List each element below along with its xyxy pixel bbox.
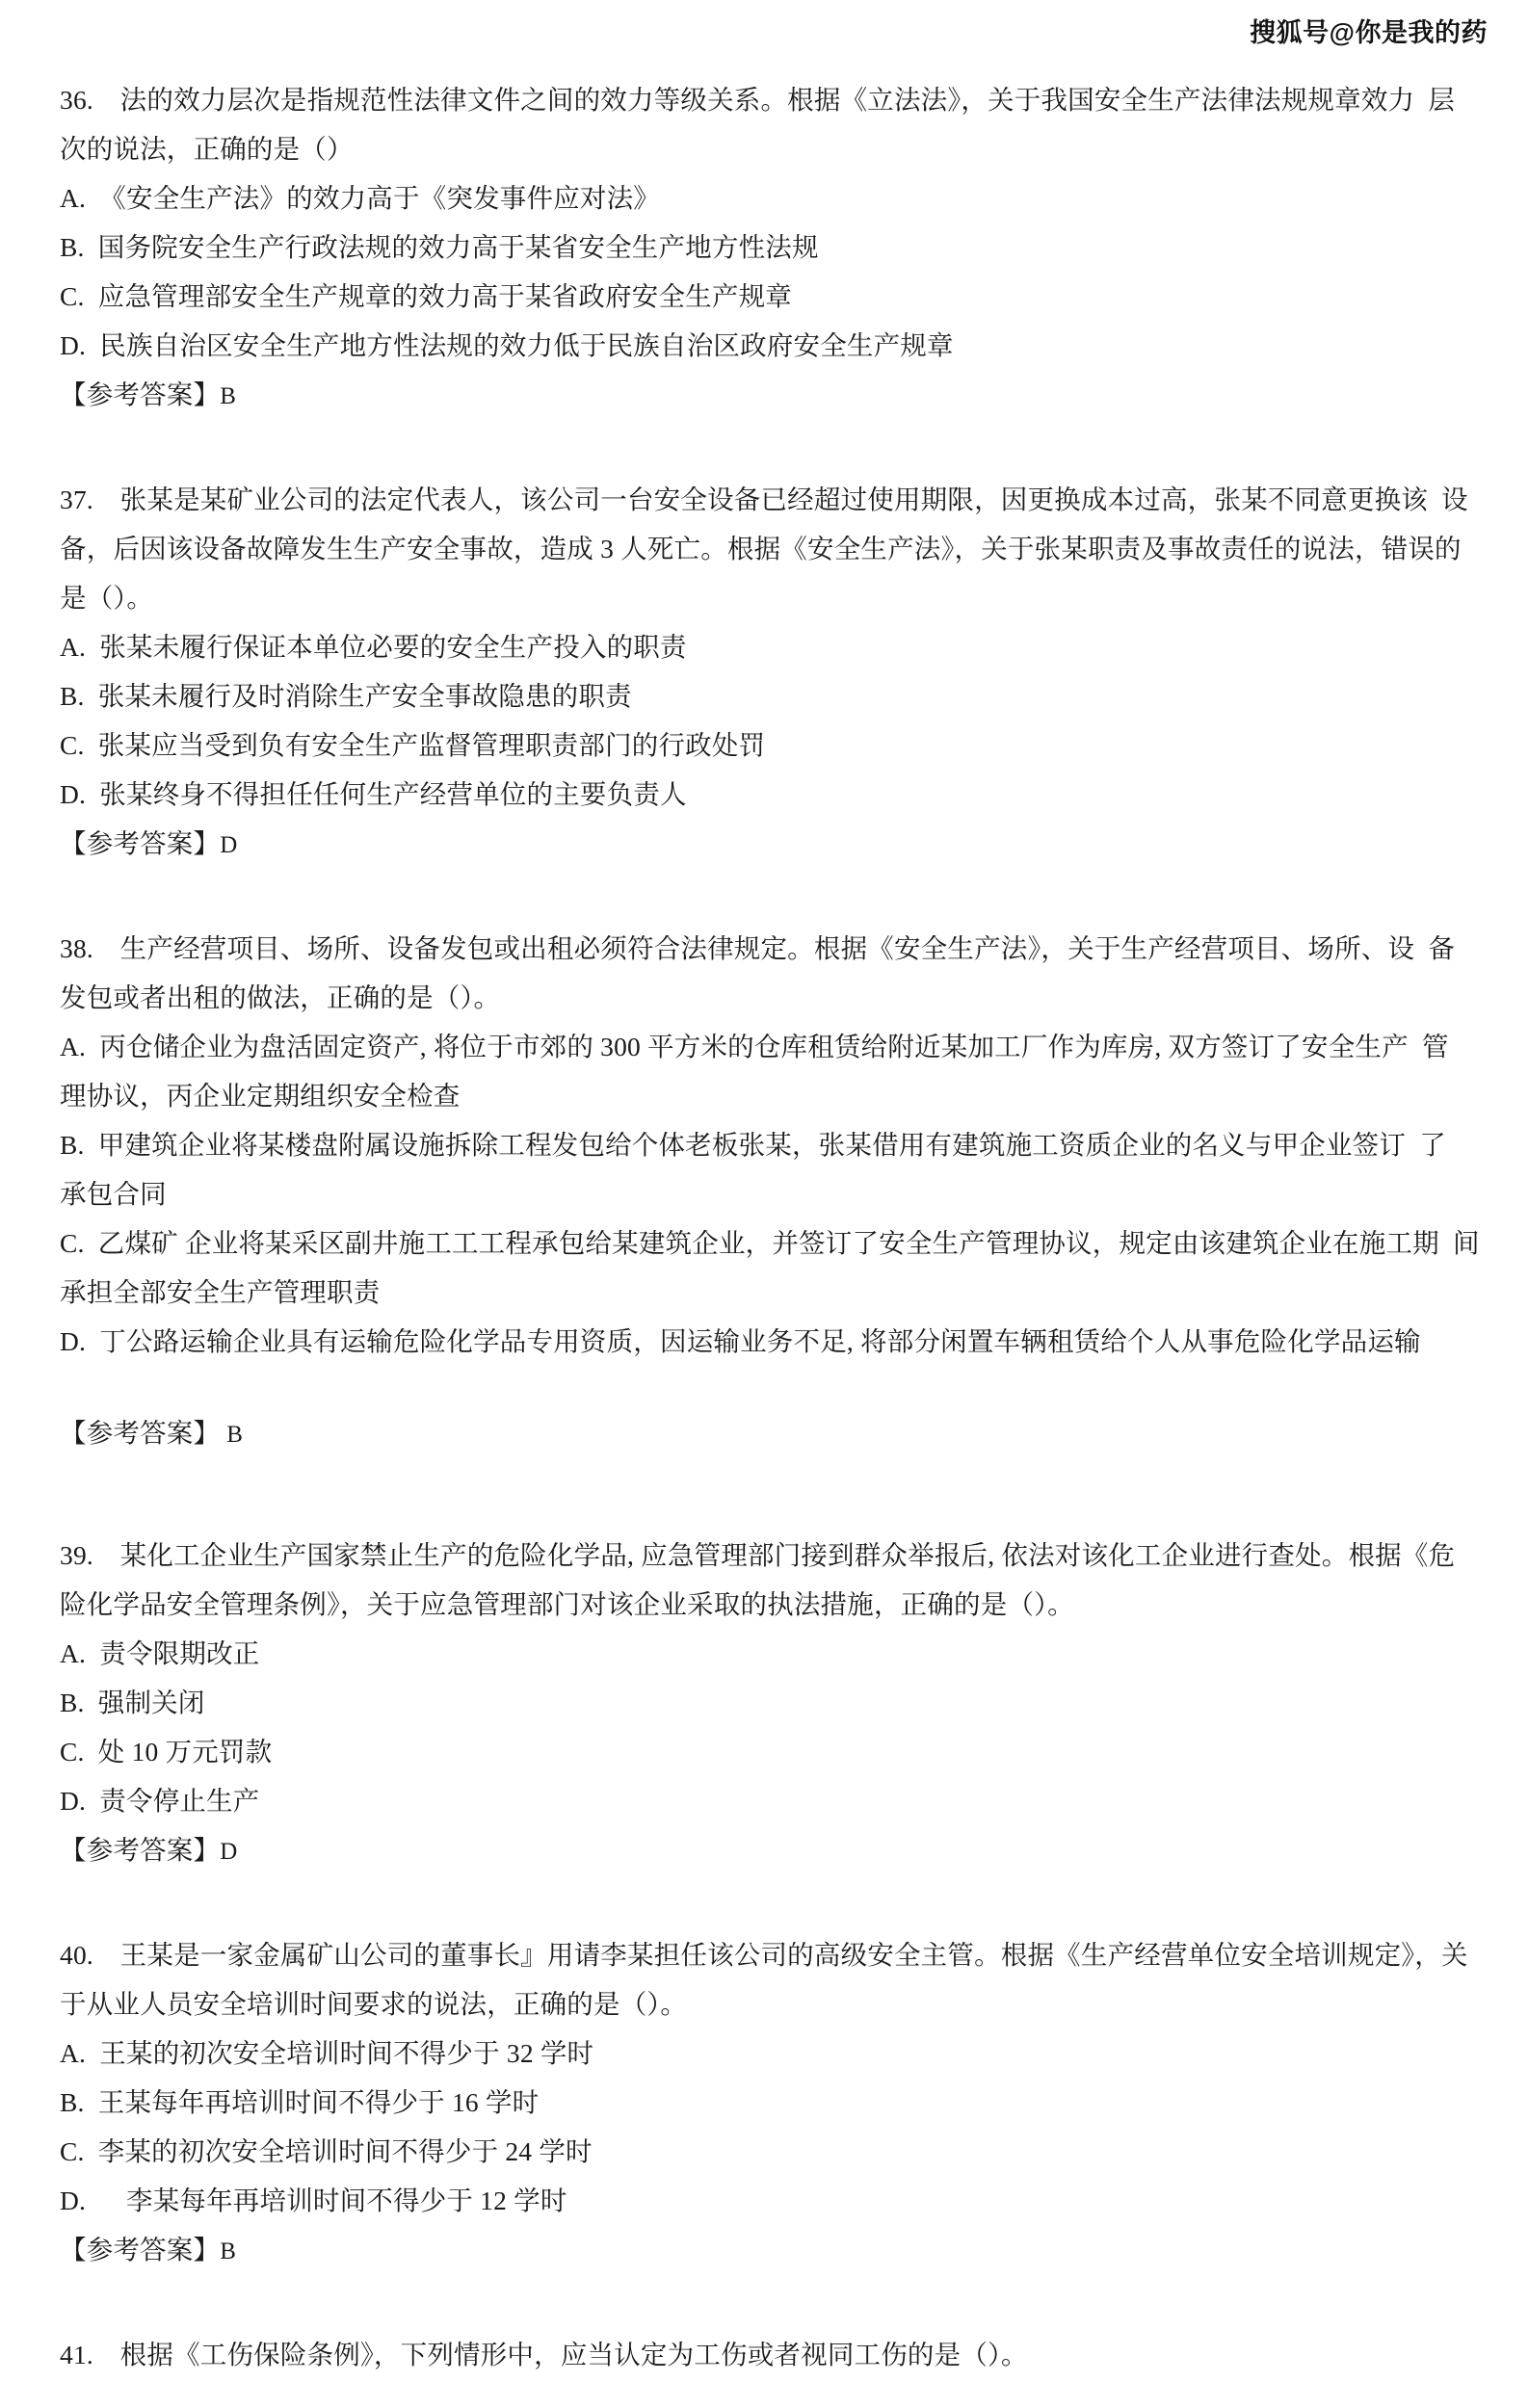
option-a[interactable] (60, 622, 1484, 671)
option-text: 民族自治区安全生产地方性法规的效力低于民族自治区政府安全生产规章 (99, 330, 954, 360)
option-letter: B. (60, 1130, 85, 1160)
option-text: 张某终身不得担任任何生产经营单位的主要负责人 (99, 779, 687, 809)
sohu-watermark: 搜狐号@你是我的药 (1250, 18, 1488, 47)
option-text: 张某应当受到负有安全生产监督管理职责部门的行政处罚 (97, 730, 766, 760)
option-c[interactable] (60, 1727, 1484, 1776)
answer-value: D (220, 832, 238, 858)
question-stem-line: 36. 法的效力层次是指规范性法律文件之间的效力等级关系。根据《立法法》，关于我国安全生产法律法规规章效力 层 (60, 85, 1456, 115)
option-text: 应急管理部安全生产规章的效力高于某省政府安全生产规章 (97, 281, 792, 311)
option-letter: A. (60, 2038, 87, 2068)
spacer (60, 1905, 1484, 1930)
option-text: 张某未履行及时消除生产安全事故隐患的职责 (97, 681, 632, 711)
answer-value: B (220, 383, 237, 409)
option-c-continued: 承担全部安全生产管理职责 (60, 1277, 381, 1307)
option-letter: A. (60, 1638, 87, 1668)
answer-value: B (226, 1422, 244, 1448)
spacer (60, 1488, 1484, 1531)
option-text: 强制关闭 (97, 1688, 205, 1717)
option-letter: A. (60, 183, 87, 213)
question-stem-line: 40. 王某是一家金属矿山公司的董事长』用请李某担任该公司的高级安全主管。根据《生产经营单位安全培训规定》，关 (60, 1940, 1468, 1970)
option-a[interactable] (60, 1629, 1484, 1678)
option-letter: A. (60, 632, 87, 662)
option-letter: D. (60, 779, 87, 809)
question-stem-line: 41. 根据《工伤保险条例》，下列情形中，应当认定为工伤或者视同工伤的是（）。 (60, 2340, 1028, 2369)
question-39 (60, 1531, 1484, 1876)
option-c[interactable] (60, 272, 1484, 321)
question-stem-line: 39. 某化工企业生产国家禁止生产的危险化学品, 应急管理部门接到群众举报后, 依法对该化工企业进行查处。根据《危 (60, 1540, 1456, 1570)
question-list (60, 75, 1484, 2408)
reference-answer (60, 819, 1484, 870)
option-text: 丙仓储企业为盘活固定资产, 将位于市郊的 300 平方米的仓库租赁给附近某加工厂作为库房, 双方签订了安全生产 管 (99, 1032, 1449, 1061)
option-letter: D. (60, 1786, 87, 1816)
option-b[interactable] (60, 671, 1484, 720)
answer-label: 【参考答案】 (60, 1835, 221, 1865)
reference-answer (60, 2225, 1484, 2276)
option-d[interactable] (60, 1317, 1484, 1366)
option-text: 丁公路运输企业具有运输危险化学品专用资质，因运输业务不足, 将部分闲置车辆租赁给个人从事危险化学品运输 (99, 1326, 1421, 1356)
reference-answer (60, 1408, 1484, 1459)
question-stem-line: 是（）。 (60, 583, 154, 613)
option-c[interactable] (60, 1218, 1484, 1268)
option-text: 李某的初次安全培训时间不得少于 24 学时 (97, 2136, 593, 2166)
option-letter: D. (60, 1326, 87, 1356)
answer-value: B (220, 2238, 237, 2264)
option-letter: B. (60, 681, 85, 711)
reference-answer (60, 1825, 1484, 1876)
question-stem-line: 发包或者出租的做法，正确的是（）。 (60, 982, 501, 1012)
reference-answer (60, 370, 1484, 421)
option-letter: C. (60, 730, 85, 760)
option-a[interactable] (60, 173, 1484, 222)
question-stem-line: 37. 张某是某矿业公司的法定代表人，该公司一台安全设备已经超过使用期限，因更换成本过高，张某不同意更换该 设 (60, 484, 1468, 514)
option-text: 处 10 万元罚款 (97, 1737, 273, 1767)
option-text: 张某未履行保证本单位必要的安全生产投入的职责 (99, 632, 687, 662)
option-a-continued: 理协议，丙企业定期组织安全检查 (60, 1081, 461, 1111)
option-text: 甲建筑企业将某楼盘附属设施拆除工程发包给个体老板张某，张某借用有建筑施工资质企业的名义与甲企业签订 了 (97, 1130, 1446, 1160)
option-letter: B. (60, 232, 85, 262)
option-text: 国务院安全生产行政法规的效力高于某省安全生产地方性法规 (97, 232, 819, 262)
answer-label: 【参考答案】 (60, 1418, 221, 1448)
option-letter: A. (60, 1032, 87, 1061)
answer-value: D (220, 1839, 238, 1865)
option-letter: D. (60, 2186, 87, 2215)
option-a[interactable] (60, 1022, 1484, 1071)
option-letter: B. (60, 2087, 85, 2117)
option-text: 王某的初次安全培训时间不得少于 32 学时 (99, 2038, 594, 2068)
question-stem-line: 于从业人员安全培训时间要求的说法，正确的是（）。 (60, 1989, 688, 2019)
question-40 (60, 1930, 1484, 2276)
option-text: 乙煤矿 企业将某采区副井施工工工程承包给某建筑企业，并签订了安全生产管理协议，规定由该建筑企业在施工期 间 (97, 1228, 1480, 1258)
option-letter: C. (60, 281, 85, 311)
option-letter: C. (60, 2136, 85, 2166)
option-d[interactable] (60, 770, 1484, 819)
option-b[interactable] (60, 1120, 1484, 1169)
option-b[interactable] (60, 1678, 1484, 1727)
option-text: 责令停止生产 (99, 1786, 260, 1816)
spacer (60, 1366, 1484, 1408)
answer-label: 【参考答案】 (60, 828, 221, 858)
answer-label: 【参考答案】 (60, 2235, 221, 2264)
watermark-bar (0, 0, 1528, 60)
question-36 (60, 75, 1484, 421)
option-b[interactable] (60, 222, 1484, 272)
question-37 (60, 475, 1484, 870)
option-letter: C. (60, 1737, 85, 1767)
question-stem-line: 险化学品安全管理条例》，关于应急管理部门对该企业采取的执法措施，正确的是（）。 (60, 1589, 1074, 1619)
option-b[interactable] (60, 2078, 1484, 2127)
option-text: 责令限期改正 (99, 1638, 260, 1668)
option-d[interactable] (60, 1776, 1484, 1825)
option-c[interactable] (60, 720, 1484, 770)
option-a[interactable] (60, 2028, 1484, 2078)
option-letter: B. (60, 1688, 85, 1717)
question-stem-line: 38. 生产经营项目、场所、设备发包或出租必须符合法律规定。根据《安全生产法》，关于生产经营项目、场所、设 备 (60, 933, 1456, 963)
option-d[interactable] (60, 321, 1484, 370)
question-38 (60, 924, 1484, 1459)
option-text: 《安全生产法》的效力高于《突发事件应对法》 (99, 183, 660, 213)
question-41 (60, 2330, 1484, 2379)
option-b-continued: 承包合同 (60, 1179, 167, 1209)
spacer (60, 450, 1484, 475)
question-stem-line: 备，后因该设备故障发生生产安全事故，造成 3 人死亡。根据《安全生产法》，关于张某职责及事故责任的说法，错误的 (60, 534, 1462, 563)
answer-label: 【参考答案】 (60, 380, 221, 409)
option-d[interactable] (60, 2176, 1484, 2225)
option-text: 王某每年再培训时间不得少于 16 学时 (97, 2087, 540, 2117)
option-letter: D. (60, 330, 87, 360)
spacer (60, 2305, 1484, 2330)
option-c[interactable] (60, 2127, 1484, 2176)
option-text: 李某每年再培训时间不得少于 12 学时 (99, 2186, 567, 2215)
option-letter: C. (60, 1228, 85, 1258)
spacer (60, 899, 1484, 924)
question-stem-line: 次的说法，正确的是（） (60, 134, 354, 164)
